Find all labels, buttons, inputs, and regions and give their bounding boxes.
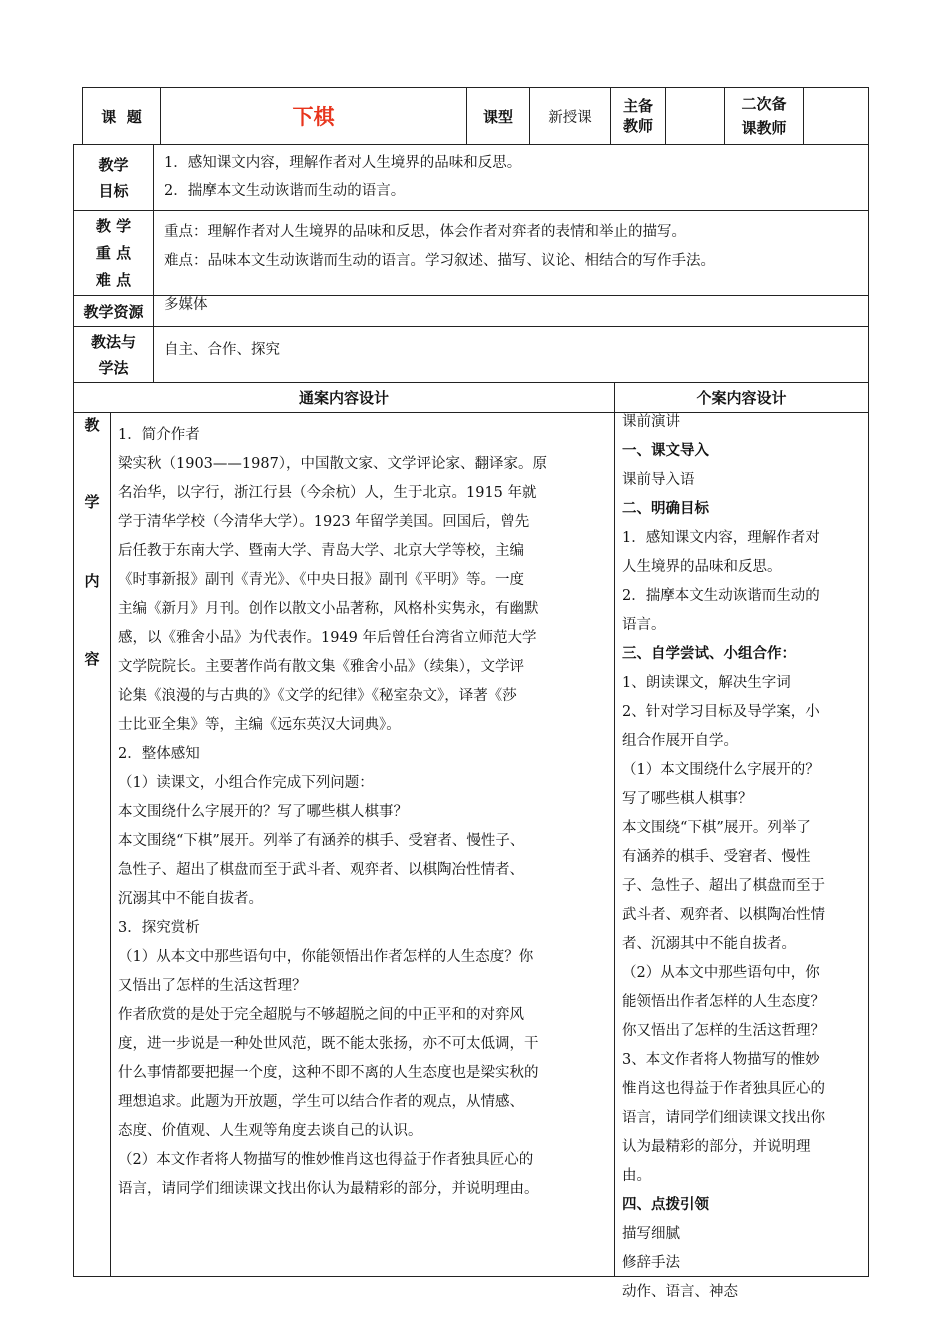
common-content-line: 度，进一步说是一种处世风范，既不能太张扬，亦不可太低调，干 <box>118 1036 539 1052</box>
second-teacher-label-line-2: 课教师 <box>741 119 787 137</box>
common-content-line: 态度、价值观、人生观等角度去谈自己的认识。 <box>118 1123 423 1139</box>
main-teacher-label-line-2: 教师 <box>622 117 653 135</box>
individual-content-line: （1）本文围绕什么字展开的？ <box>622 762 820 778</box>
common-content-line: 作者欣赏的是处于完全超脱与不够超脱之间的中正平和的对弈风 <box>118 1007 524 1023</box>
goals-content <box>164 149 864 205</box>
main-teacher-value <box>665 87 725 145</box>
individual-content-line: 本文围绕“下棋”展开。列举了 <box>622 820 811 836</box>
individual-content-line: 课前导入语 <box>622 472 695 488</box>
common-content-line: （2）本文作者将人物描写的惟妙惟肖这也得益于作者独具匠心的 <box>118 1152 534 1168</box>
common-content-line: （1）读课文，小组合作完成下列问题： <box>118 775 374 791</box>
common-content-line: 沉溺其中不能自拔者。 <box>118 891 263 907</box>
topic-label: 课 题 <box>82 87 161 145</box>
individual-content-line: 1．感知课文内容，理解作者对 <box>622 530 820 546</box>
individual-content-line: （2）从本文中那些语句中，你 <box>622 965 820 981</box>
common-design-header: 通案内容设计 <box>73 382 615 413</box>
individual-content-line: 者、沉溺其中不能自拔者。 <box>622 936 796 952</box>
lesson-title: 下棋 <box>160 87 467 145</box>
common-content-line: 什么事情都要把握一个度，这种不即不离的人生态度也是梁实秋的 <box>118 1065 539 1081</box>
second-teacher-label-line-1: 二次备 <box>741 95 787 113</box>
individual-content-line: 有涵养的棋手、受窘者、慢性 <box>622 849 811 865</box>
common-content-line: 本文围绕什么字展开的？写了哪些棋人棋事？ <box>118 804 408 820</box>
methods-label-line-2: 学法 <box>98 358 129 377</box>
individual-content-line: 组合作展开自学。 <box>622 733 738 749</box>
second-teacher-value <box>803 87 869 145</box>
common-content-line: 感，以《雅舍小品》为代表作。1949 年后曾任台湾省立师范大学 <box>118 630 537 646</box>
common-content-line: 2．整体感知 <box>118 746 200 762</box>
individual-content-line: 修辞手法 <box>622 1255 680 1271</box>
resources-label: 教学资源 <box>73 295 154 327</box>
individual-content-line: 2．揣摩本文生动诙谐而生动的 <box>622 588 820 604</box>
difficult-point: 难点：品味本文生动诙谐而生动的语言。学习叙述、描写、议论、相结合的写作手法。 <box>164 253 715 269</box>
common-content-line: 急性子、超出了棋盘而至于武斗者、观弈者、以棋陶冶性情者、 <box>118 862 524 878</box>
individual-section-heading: 一、课文导入 <box>622 443 709 459</box>
common-content-line: 理想追求。此题为开放题，学生可以结合作者的观点，从情感、 <box>118 1094 524 1110</box>
individual-content-line: 描写细腻 <box>622 1226 680 1242</box>
lesson-type-value: 新授课 <box>529 87 611 145</box>
common-design-content <box>118 421 608 1204</box>
common-content-line: 主编《新月》月刊。创作以散文小品著称，风格朴实隽永，有幽默 <box>118 601 539 617</box>
side-label-char-3: 内 <box>84 572 100 590</box>
common-content-line: 后任教于东南大学、暨南大学、青岛大学、北京大学等校，主编 <box>118 543 524 559</box>
goals-label-line-1: 教学 <box>98 155 129 174</box>
side-label-char-1: 教 <box>84 416 100 434</box>
goal-item-1: 1．感知课文内容，理解作者对人生境界的品味和反思。 <box>164 155 522 171</box>
individual-content-line: 能领悟出作者怎样的人生态度？ <box>622 994 825 1010</box>
methods-label-line-1: 教法与 <box>90 332 136 351</box>
individual-content-line: 2、针对学习目标及导学案，小 <box>622 704 820 720</box>
key-points-content <box>164 218 864 276</box>
individual-content-line: 3、本文作者将人物描写的惟妙 <box>622 1052 820 1068</box>
individual-content-line: 写了哪些棋人棋事？ <box>622 791 753 807</box>
key-points-label-line-1: 教 学 <box>95 216 132 235</box>
side-label-char-2: 学 <box>84 493 100 511</box>
resources-value: 多媒体 <box>164 297 208 313</box>
common-content-line: 文学院院长。主要著作尚有散文集《雅舍小品》（续集），文学评 <box>118 659 524 675</box>
methods-value: 自主、合作、探究 <box>164 342 280 358</box>
key-points-label-line-2: 重 点 <box>95 243 132 262</box>
individual-content-line: 动作、语言、神态 <box>622 1284 738 1300</box>
individual-section-heading: 三、自学尝试、小组合作： <box>622 646 796 662</box>
side-label-char-4: 容 <box>84 650 100 668</box>
second-teacher-label <box>724 87 804 145</box>
common-content-line: 又悟出了怎样的生活这哲理？ <box>118 978 307 994</box>
goals-label <box>73 144 154 211</box>
individual-content-line: 语言，请同学们细读课文找出你 <box>622 1110 825 1126</box>
common-content-line: 论集《浪漫的与古典的》《文学的纪律》《秘室杂文》，译著《莎 <box>118 688 517 704</box>
important-point: 重点：理解作者对人生境界的品味和反思，体会作者对弈者的表情和举止的描写。 <box>164 224 686 240</box>
individual-content-line: 你又悟出了怎样的生活这哲理？ <box>622 1023 825 1039</box>
common-content-line: 梁实秋（1903——1987），中国散文家、文学评论家、翻译家。原 <box>118 456 548 472</box>
individual-section-heading: 二、明确目标 <box>622 501 709 517</box>
individual-content-line: 语言。 <box>622 617 666 633</box>
common-content-line: 本文围绕“下棋”展开。列举了有涵养的棋手、受窘者、慢性子、 <box>118 833 525 849</box>
key-points-label-line-3: 难 点 <box>95 270 132 289</box>
common-content-line: （1）从本文中那些语句中，你能领悟出作者怎样的人生态度？你 <box>118 949 534 965</box>
individual-content-line: 人生境界的品味和反思。 <box>622 559 782 575</box>
individual-content-line: 认为最精彩的部分，并说明理 <box>622 1139 811 1155</box>
common-content-line: 士比亚全集》等，主编《远东英汉大词典》。 <box>118 717 401 733</box>
common-content-line: 语言，请同学们细读课文找出你认为最精彩的部分，并说明理由。 <box>118 1181 539 1197</box>
side-label-cell <box>73 412 111 1277</box>
individual-content-line: 惟肖这也得益于作者独具匠心的 <box>622 1081 825 1097</box>
lesson-type-label: 课型 <box>466 87 530 145</box>
individual-design-content <box>622 408 864 1307</box>
main-teacher-label-line-1: 主备 <box>622 97 653 115</box>
main-teacher-label <box>610 87 666 145</box>
common-content-line: 1．简介作者 <box>118 427 200 443</box>
common-content-line: 《时事新报》副刊《青光》、《中央日报》副刊《平明》等。一度 <box>118 572 524 588</box>
common-content-line: 学于清华学校（今清华大学）。1923 年留学美国。回国后，曾先 <box>118 514 530 530</box>
individual-content-line: 武斗者、观弈者、以棋陶冶性情 <box>622 907 825 923</box>
individual-content-line: 由。 <box>622 1168 651 1184</box>
individual-content-line: 课前演讲 <box>622 414 680 430</box>
common-content-line: 3．探究赏析 <box>118 920 200 936</box>
methods-label <box>73 326 154 383</box>
key-points-label <box>73 210 154 296</box>
individual-section-heading: 四、点拨引领 <box>622 1197 709 1213</box>
common-content-line: 名治华，以字行，浙江行县（今余杭）人，生于北京。1915 年就 <box>118 485 537 501</box>
individual-content-line: 1、朗读课文，解决生字词 <box>622 675 791 691</box>
goal-item-2: 2．揣摩本文生动诙谐而生动的语言。 <box>164 183 406 199</box>
goals-label-line-2: 目标 <box>98 181 129 200</box>
individual-content-line: 子、急性子、超出了棋盘而至于 <box>622 878 825 894</box>
individual-design-header: 个案内容设计 <box>614 382 869 413</box>
